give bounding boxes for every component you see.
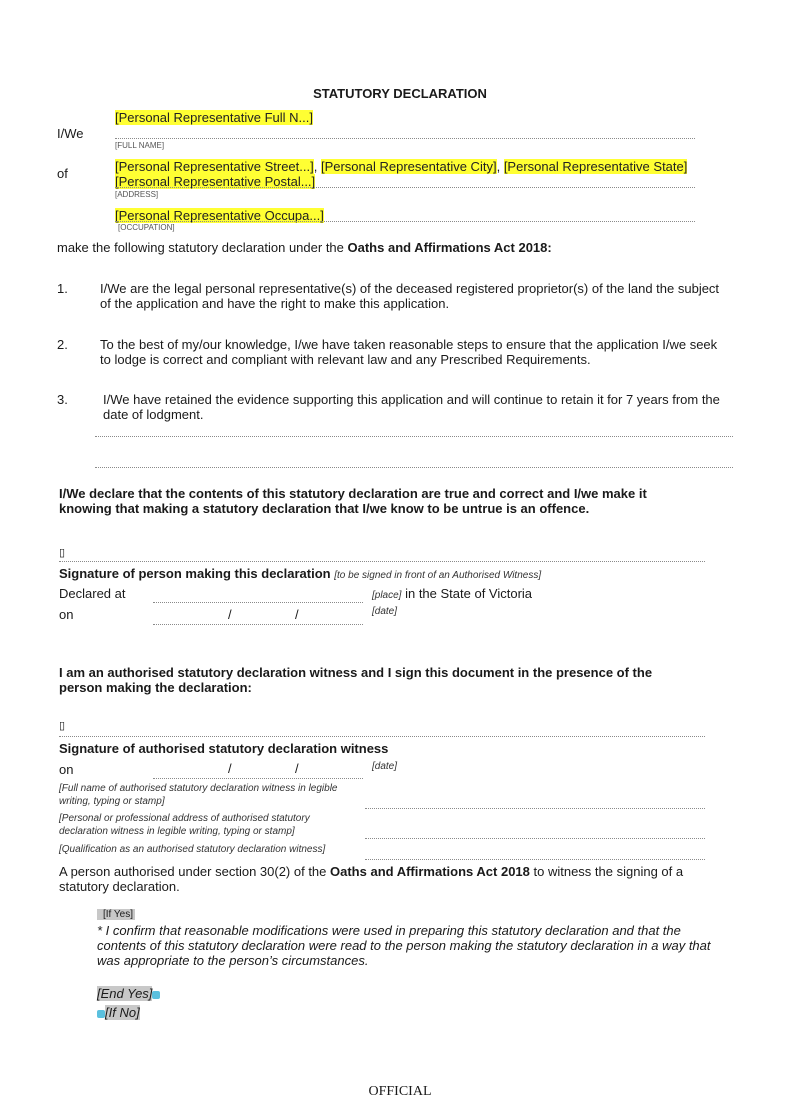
content-control-handle-icon[interactable]	[97, 1010, 105, 1018]
item-number: 1.	[57, 281, 68, 296]
address-caption: [ADDRESS]	[115, 190, 159, 199]
witness-date-input[interactable]	[153, 778, 363, 779]
address-line-1	[115, 159, 687, 174]
if-no-row	[97, 1005, 140, 1020]
address-line	[115, 187, 695, 188]
item-number: 2.	[57, 337, 68, 352]
witness-signature-label: Signature of authorised statutory declaration witness	[59, 741, 389, 756]
witness-qualification-note: [Qualification as an authorised statutory declaration witness]	[59, 844, 326, 855]
signature-placeholder-icon: ▯	[59, 547, 66, 559]
full-name-field[interactable]: [Personal Representative Full N...]	[115, 110, 313, 125]
signature-label: Signature of person making this declaration	[59, 566, 331, 581]
declaration-statement: I/We declare that the contents of this statutory declaration are true and correct and I/we make it knowing that making a statutory declaration that I/we know to be untrue is an offence.	[59, 486, 647, 516]
item-text: I/We are the legal personal representative(s) of the deceased registered proprietor(s) of the land the subject of the application and have the right to make this application.	[100, 281, 720, 311]
authorised-suffix: to witness the signing of a statutory declaration.	[59, 864, 684, 894]
street-field[interactable]: [Personal Representative Street...]	[115, 159, 314, 174]
modification-confirmation: * I confirm that reasonable modifications were used in preparing this statutory declaration and that the contents of this statutory declaration were read to the person making the statutory declaration in a way that was appropriate to the person’s circumstances.	[97, 923, 711, 968]
state-field[interactable]: [Personal Representative State]	[503, 159, 688, 174]
date-note: [date]	[372, 606, 398, 617]
end-yes-marker: [End Yes]	[97, 986, 153, 1001]
occupation-field[interactable]: [Personal Representative Occupa...]	[115, 208, 324, 223]
of-label: of	[57, 166, 68, 181]
witness-full-name-note: [Full name of authorised statutory declaration witness in legible writing, typing or stamp]	[59, 783, 338, 807]
item-text: To the best of my/our knowledge, I/we have taken reasonable steps to ensure that the application I/we seek to lodge is correct and compliant with relevant law and any Prescribed Requirements.	[100, 337, 718, 367]
full-name-caption: [FULL NAME]	[115, 141, 165, 150]
if-yes-marker: [If Yes]	[97, 909, 135, 920]
end-yes-row	[97, 986, 160, 1001]
act-name: Oaths and Affirmations Act 2018:	[347, 240, 552, 255]
date-input[interactable]	[153, 624, 363, 625]
footer-official: OFFICIAL	[368, 1084, 432, 1099]
comma: ,	[496, 159, 501, 174]
place-row	[372, 586, 532, 601]
witness-signature-line[interactable]	[59, 736, 705, 737]
witness-statement: I am an authorised statutory declaration witness and I sign this document in the presence of the person making the declaration:	[59, 665, 653, 695]
date-note: [date]	[372, 761, 398, 772]
signature-line[interactable]	[59, 561, 705, 562]
item-text: I/We have retained the evidence supporting this application and will continue to retain it for 7 years from the date of lodgment.	[103, 392, 720, 422]
occupation-caption: [OCCUPATION]	[118, 223, 175, 232]
document-title: STATUTORY DECLARATION	[313, 86, 487, 101]
date-slash: /	[295, 607, 299, 622]
date-slash: /	[228, 607, 232, 622]
occupation-line	[115, 221, 695, 222]
authorised-prefix: A person authorised under section 30(2) of the	[59, 864, 331, 879]
authorised-statement	[59, 864, 714, 894]
intro-text: make the following statutory declaration under the	[57, 240, 348, 255]
witness-full-name-input[interactable]	[365, 808, 705, 809]
signature-placeholder-icon: ▯	[59, 720, 66, 732]
intro-line	[57, 240, 552, 255]
extra-line	[95, 467, 733, 468]
iwe-label: I/We	[57, 126, 84, 141]
comma: ,	[313, 159, 318, 174]
witness-address-input[interactable]	[365, 838, 705, 839]
date-slash: /	[295, 761, 299, 776]
postal-field[interactable]: [Personal Representative Postal...]	[115, 174, 316, 189]
content-control-handle-icon[interactable]	[152, 991, 160, 999]
on-label: on	[59, 762, 74, 777]
act-name: Oaths and Affirmations Act 2018	[330, 864, 530, 879]
witness-qualification-input[interactable]	[365, 859, 705, 860]
full-name-line	[115, 138, 695, 139]
declared-at-label: Declared at	[59, 586, 126, 601]
signature-note: [to be signed in front of an Authorised Witness]	[334, 570, 542, 581]
signature-label-row	[59, 566, 541, 581]
state-text: in the State of Victoria	[405, 586, 533, 601]
place-input[interactable]	[153, 602, 363, 603]
extra-line	[95, 436, 733, 437]
if-no-marker: [If No]	[105, 1005, 140, 1020]
date-slash: /	[228, 761, 232, 776]
witness-address-note: [Personal or professional address of authorised statutory declaration witness in legible writing, typing or stamp]	[59, 813, 310, 837]
place-note: [place]	[372, 590, 402, 601]
city-field[interactable]: [Personal Representative City]	[320, 159, 497, 174]
on-label: on	[59, 607, 74, 622]
item-number: 3.	[57, 392, 68, 407]
